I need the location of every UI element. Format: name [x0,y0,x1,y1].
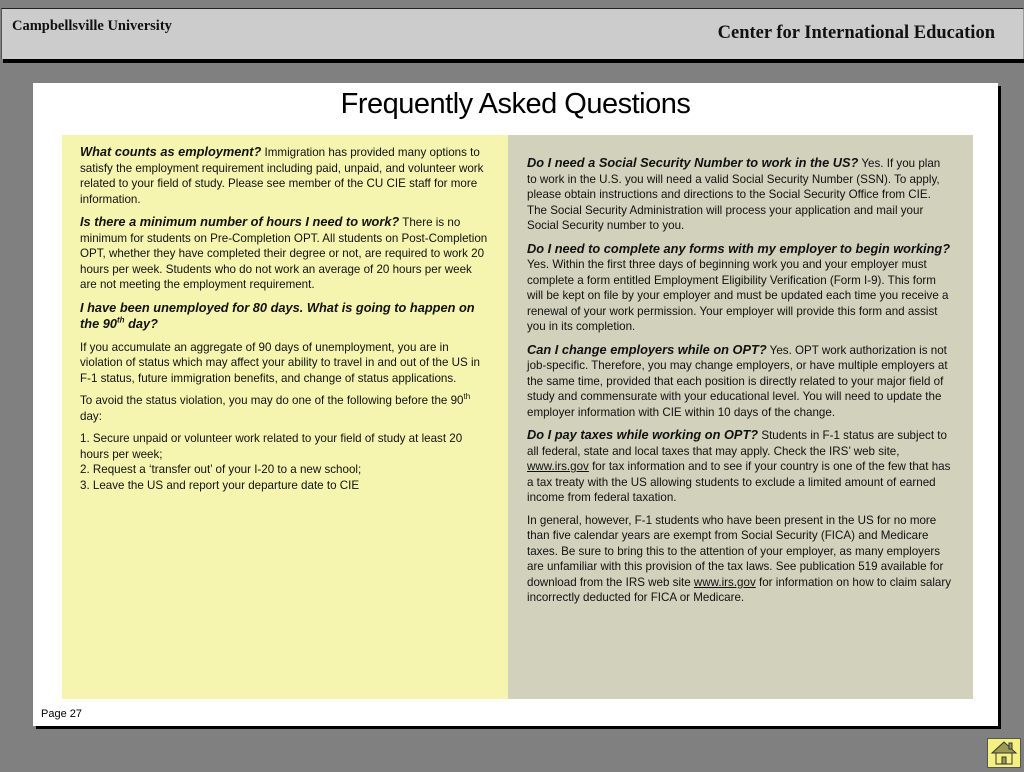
faq-unemployed [80,300,490,333]
faq-question: Is there a minimum number of hours I need to work? [80,214,400,229]
faq-change-employers [527,342,952,421]
faq-question: Do I need to complete any forms with my employer to begin working? [527,240,951,256]
left-faq-column [80,144,490,493]
irs-link[interactable]: www.irs.gov [693,575,756,589]
faq-ssn [527,155,952,234]
option-item: 2. Request a ‘transfer out’ of your I-20 to a new school; [80,463,362,476]
faq-answer: for tax information and to see if your country is one of the few that has a tax treaty with the US allowing students to exclude a limited amount of earned income from federal taxation. [527,460,951,504]
option-item: 1. Secure unpaid or volunteer work related to your field of study at least 20 hours per week; [80,432,463,461]
answer-text: To avoid the status violation, you may do one of the following before the 90 [80,394,464,407]
faq-general-taxes [527,513,952,606]
home-button[interactable] [987,738,1021,768]
superscript: th [117,315,125,325]
faq-question [80,300,475,332]
faq-answer: Yes. If you plan to work in the U.S. you will need a valid Social Security Number (SSN). To apply, please obtain instructions and directions to the Social Security Office from CIE. The Social Security Administration will process your application and mail your Social Security number to you. [527,157,941,232]
faq-answer: Yes. Within the first three days of beginning work you and your employer must complete a form entitled Employment Eligibility Verification (Form I-9). This form will be kept on file by your employer and must be updated each time you receive a renewal of your work permission. Your employer will provide this form and assist you in its completion. [527,258,949,333]
faq-taxes [527,427,952,506]
answer-text: for information on how to claim salary incorrectly deducted for FICA or Medicare. [527,575,952,604]
page-title: Frequently Asked Questions [340,88,691,120]
house-icon [988,739,1020,767]
answer-text: In general, however, F-1 students who have been present in the US for no more than five calendar years are exempt from Social Security (FICA) and Medicare taxes. Be sure to bring this to the attention of your employer, as many employers are unfamiliar with this provision of the tax laws. See publication 519 available for download from the IRS web site [527,513,944,589]
header-bar [1,8,1024,59]
faq-answer [80,393,490,424]
superscript: th [463,392,471,402]
faq-question-text: I have been unemployed for 80 days. What is going to happen on the 90 [80,299,475,331]
faq-employment [80,144,490,207]
university-name: Campbellsville University [12,18,172,34]
faq-question: Do I need a Social Security Number to work in the US? [527,155,859,170]
faq-answer: There is no minimum for students on Pre-Completion OPT. All students on Post-Completion OPT, whether they have completed their degree or not, are required to work 20 hours per week. Students who do not work an average of 20 hours per week are not meeting the employment requirement. [80,216,488,291]
right-faq-column [527,155,952,613]
page-number: Page 27 [41,708,82,720]
faq-minimum-hours [80,214,490,293]
center-name: Center for International Education [717,23,995,43]
faq-answer: Yes. OPT work authorization is not job-specific. Therefore, you may change employers, or have multiple employers at the same time, provided that each position is directly related to your major field of study and commensurate with your educational level. You will need to update the employer information with CIE within 10 days of the change. [527,343,948,419]
faq-answer: If you accumulate an aggregate of 90 days of unemployment, you are in violation of status which may affect your ability to travel in and out of the US in F-1 status, future immigration benefits, and change of status applications. [80,340,480,385]
options-list [80,431,490,493]
option-item: 3. Leave the US and report your departure date to CIE [80,478,360,492]
slide-page [33,83,998,726]
answer-text: day: [80,409,102,423]
faq-question: Do I pay taxes while working on OPT? [527,427,759,442]
faq-question-text: day? [124,316,158,331]
faq-employer-forms [527,241,952,335]
faq-question: Can I change employers while on OPT? [527,341,767,357]
faq-answer: Students in F-1 status are subject to all federal, state and local taxes that may apply. Check the IRS’ web site, [527,429,947,458]
irs-link[interactable]: www.irs.gov [527,460,589,473]
faq-answer: Immigration has provided many options to satisfy the employment requirement including paid, unpaid, and volunteer work related to your field of study. Please see member of the CU CIE staff for more information. [80,146,484,206]
faq-question: What counts as employment? [80,144,262,159]
